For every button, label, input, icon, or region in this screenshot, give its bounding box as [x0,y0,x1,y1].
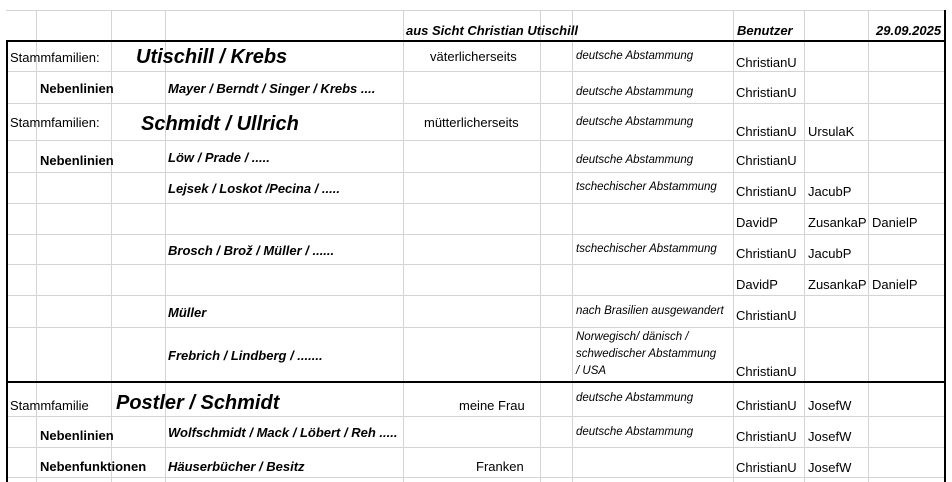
user-cell[interactable]: ChristianU [736,308,797,323]
row-gridline [6,264,946,265]
user-cell[interactable]: JosefW [808,460,852,475]
user-cell[interactable]: JosefW [808,429,852,444]
user-cell[interactable]: ChristianU [736,246,797,261]
row-gridline [6,477,946,478]
lineage-side-cell[interactable]: väterlicherseits [430,49,517,64]
origin-cell[interactable]: tschechischer Abstammung [576,181,717,193]
family-names-cell[interactable]: Mayer / Berndt / Singer / Krebs .... [168,81,376,96]
lineage-side-cell[interactable]: meine Frau [459,398,525,413]
row-gridline [6,10,946,11]
line-type-cell[interactable]: Nebenlinien [40,153,114,168]
line-type-cell[interactable]: Nebenlinien [40,81,114,96]
origin-cell[interactable]: deutsche Abstammung [576,392,694,404]
column-gridline [540,10,541,482]
family-title-cell[interactable]: Postler / Schmidt [116,392,280,414]
lineage-side-cell[interactable]: mütterlicherseits [424,115,519,130]
family-names-cell[interactable]: Frebrich / Lindberg / ....... [168,348,323,363]
row-gridline [6,295,946,296]
origin-cell[interactable]: tschechischer Abstammung [576,243,717,255]
origin-cell-line[interactable]: / USA [576,365,607,377]
row-gridline [6,71,946,72]
column-gridline [572,10,573,482]
section-border [6,381,946,383]
user-cell[interactable]: JosefW [808,398,852,413]
user-cell[interactable]: DanielP [872,215,918,230]
origin-cell[interactable]: nach Brasilien ausgewandert [576,305,724,317]
perspective-label[interactable]: aus Sicht Christian Utischill [406,23,578,38]
line-type-cell[interactable]: Nebenlinien [40,428,114,443]
row-gridline [6,103,946,104]
family-names-cell[interactable]: Müller [168,305,207,320]
lineage-side-cell[interactable]: Franken [476,459,524,474]
table-top-border [6,40,946,42]
row-gridline [6,203,946,204]
date-cell[interactable]: 29.09.2025 [876,23,942,38]
user-cell[interactable]: ChristianU [736,364,797,379]
column-gridline [804,10,805,482]
user-cell[interactable]: DavidP [736,277,778,292]
origin-cell[interactable]: deutsche Abstammung [576,154,694,166]
column-gridline [733,10,734,482]
row-gridline [6,447,946,448]
user-cell[interactable]: ChristianU [736,398,797,413]
origin-cell[interactable]: deutsche Abstammung [576,426,694,438]
user-cell[interactable]: UrsulaK [808,124,855,139]
user-cell[interactable]: JacubP [808,246,852,261]
user-cell[interactable]: ChristianU [736,55,797,70]
row-gridline [6,172,946,173]
origin-cell[interactable]: deutsche Abstammung [576,50,694,62]
user-cell[interactable]: ChristianU [736,184,797,199]
row-gridline [6,140,946,141]
family-names-cell[interactable]: Löw / Prade / ..... [168,150,270,165]
origin-cell[interactable]: deutsche Abstammung [576,86,694,98]
family-names-cell[interactable]: Lejsek / Loskot /Pecina / ..... [168,181,340,196]
origin-cell-line[interactable]: Norwegisch/ dänisch / [576,331,689,343]
user-cell[interactable]: ZusankaP [808,277,867,292]
user-cell[interactable]: ChristianU [736,460,797,475]
user-cell[interactable]: ChristianU [736,124,797,139]
row-gridline [6,327,946,328]
user-cell[interactable]: DanielP [872,277,918,292]
user-cell[interactable]: ZusankaP [808,215,867,230]
family-title-cell[interactable]: Schmidt / Ullrich [141,113,299,135]
row-gridline [6,416,946,417]
column-gridline [868,10,869,482]
table-left-border [6,40,8,482]
user-cell[interactable]: ChristianU [736,153,797,168]
family-names-cell[interactable]: Wolfschmidt / Mack / Löbert / Reh ..... [168,425,398,440]
family-type-cell[interactable]: Stammfamilien: [10,115,100,130]
user-cell[interactable]: ChristianU [736,85,797,100]
table-right-border [944,10,946,482]
origin-cell-line[interactable]: schwedischer Abstammung [576,348,717,360]
user-cell[interactable]: DavidP [736,215,778,230]
line-type-cell[interactable]: Nebenfunktionen [40,459,147,474]
family-names-cell[interactable]: Brosch / Brož / Müller / ...... [168,243,335,258]
row-gridline [6,234,946,235]
family-type-cell[interactable]: Stammfamilien: [10,50,100,65]
family-title-cell[interactable]: Utischill / Krebs [136,46,288,68]
column-gridline [403,10,404,482]
user-cell[interactable]: JacubP [808,184,852,199]
family-type-cell[interactable]: Stammfamilie [10,398,89,413]
user-column-header[interactable]: Benutzer [737,23,793,38]
family-names-cell[interactable]: Häuserbücher / Besitz [168,459,305,474]
origin-cell[interactable]: deutsche Abstammung [576,116,694,128]
user-cell[interactable]: ChristianU [736,429,797,444]
